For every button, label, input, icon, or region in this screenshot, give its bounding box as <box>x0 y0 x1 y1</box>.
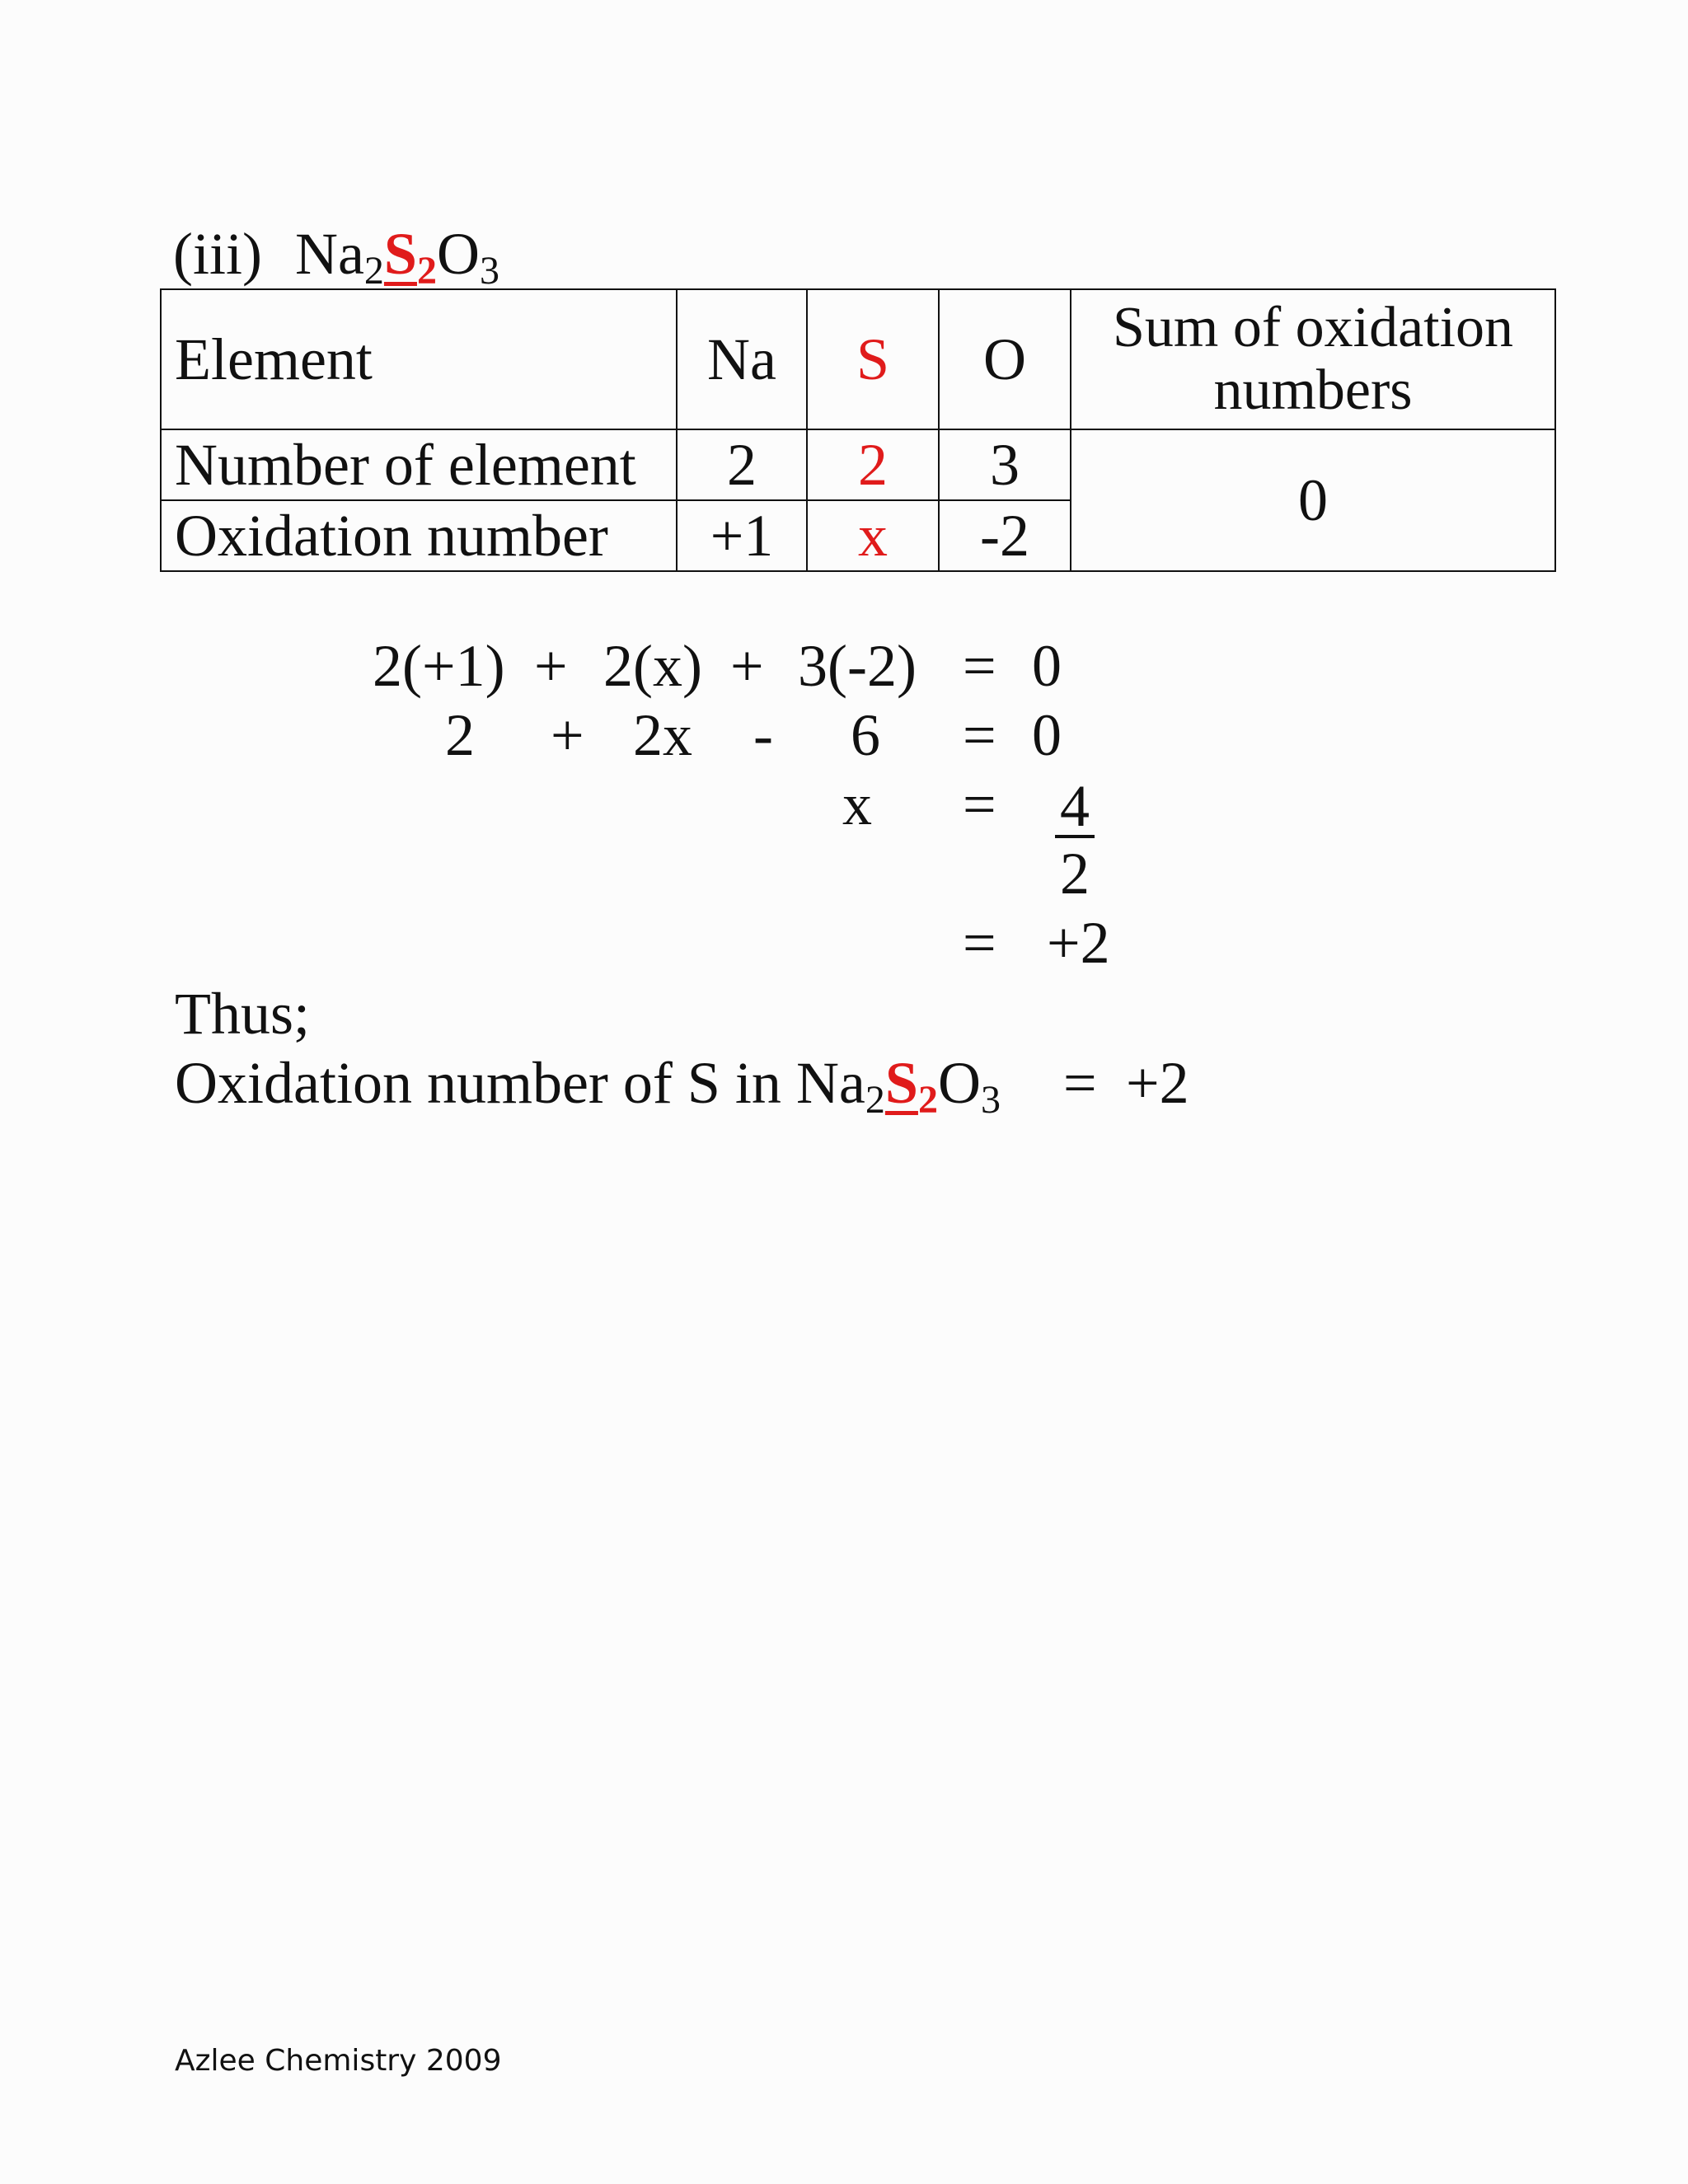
table-header-row <box>161 289 1555 429</box>
row-label-number: Number of element <box>161 429 677 500</box>
cell-o-ox: -2 <box>939 500 1071 571</box>
conclusion-value: +2 <box>1126 1050 1189 1116</box>
fraction-denominator: 2 <box>1060 841 1090 907</box>
eq2-term-b: 2x <box>633 702 692 768</box>
sulfur-highlight-conclusion: $S_2$ <box>884 1050 938 1122</box>
sulfur-highlight: $S_2$ <box>383 221 437 293</box>
cell-sum-value: 0 <box>1071 429 1555 571</box>
header-sum: Sum of oxidation numbers <box>1071 289 1555 429</box>
cell-na-ox: +1 <box>677 500 807 571</box>
conclusion-text: Oxidation number of S in <box>175 1050 781 1116</box>
conclusion-equals: = <box>1063 1050 1097 1116</box>
cell-s-ox: x <box>807 500 939 571</box>
eq1-term-b: 2(x) <box>603 633 702 699</box>
eq3-variable: x <box>842 771 872 837</box>
conclusion-line <box>175 1050 1001 1123</box>
table-row <box>161 429 1555 500</box>
eq2-term-c: 6 <box>851 702 880 768</box>
eq2-equals: = <box>963 702 996 768</box>
row-label-oxidation: Oxidation number <box>161 500 677 571</box>
section-heading <box>173 221 499 294</box>
eq1-term-a: 2(+1) <box>373 633 505 699</box>
footer-credit: Azlee Chemistry 2009 <box>175 2044 502 2078</box>
eq1-result: 0 <box>1032 633 1062 699</box>
cell-na-count: 2 <box>677 429 807 500</box>
cell-o-count: 3 <box>939 429 1071 500</box>
formula-heading: $Na_2S_2O_3$ <box>294 221 499 293</box>
thus-label: Thus; <box>175 981 311 1047</box>
eq4-result: +2 <box>1047 910 1110 976</box>
eq2-result: 0 <box>1032 702 1062 768</box>
fraction-numerator: 4 <box>1055 773 1095 839</box>
eq2-op1: + <box>551 702 584 768</box>
oxidation-table <box>160 288 1556 572</box>
cell-s-count: 2 <box>807 429 939 500</box>
eq1-op1: + <box>534 633 568 699</box>
eq1-op2: + <box>730 633 764 699</box>
eq1-equals: = <box>963 633 996 699</box>
section-number: (iii) <box>173 221 262 287</box>
eq4-equals: = <box>963 910 996 976</box>
eq2-op2: - <box>753 702 773 768</box>
eq1-term-c: 3(-2) <box>798 633 917 699</box>
header-na: Na <box>677 289 807 429</box>
header-o: O <box>939 289 1071 429</box>
eq2-term-a: 2 <box>445 702 475 768</box>
conclusion-formula: $Na_2S_2O_3$ <box>795 1050 1001 1122</box>
eq3-equals: = <box>963 771 996 837</box>
header-s: S <box>807 289 939 429</box>
header-element: Element <box>161 289 677 429</box>
